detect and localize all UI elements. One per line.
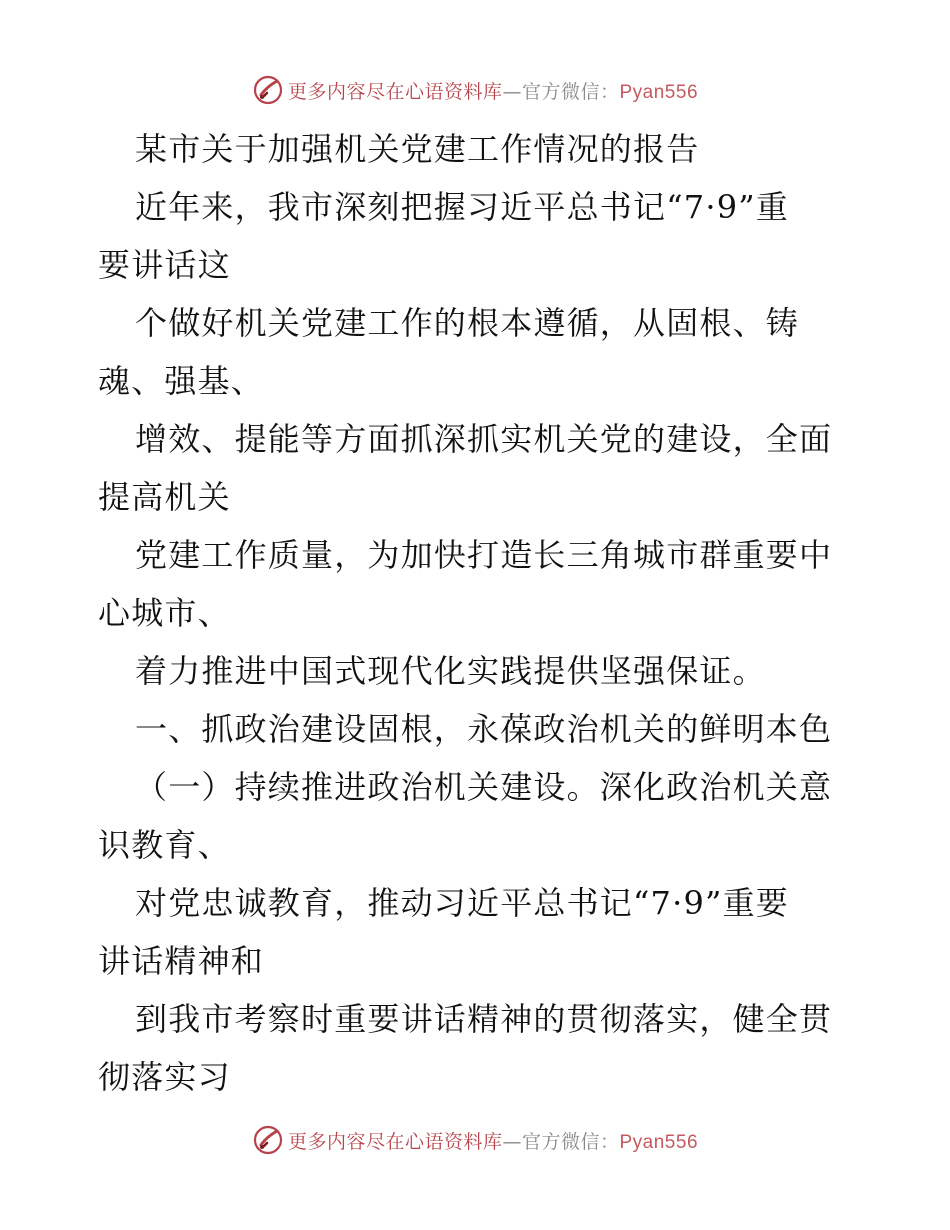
text-line: 要讲话这 [98, 246, 231, 284]
document-body [98, 120, 858, 1106]
text-line: 到我市考察时重要讲话精神的贯彻落实，健全贯 [135, 1000, 833, 1038]
brush-logo-icon [252, 74, 284, 106]
text-line: 着力推进中国式现代化实践提供坚强保证。 [135, 652, 766, 690]
text-line: 某市关于加强机关党建工作情况的报告 [135, 130, 700, 168]
text-line: 识教育、 [98, 826, 231, 864]
text-line: 讲话精神和 [98, 942, 265, 980]
text-line: 一、抓政治建设固根，永葆政治机关的鲜明本色 [135, 710, 833, 748]
text-line: 彻落实习 [98, 1058, 231, 1096]
header-watermark [0, 70, 950, 110]
watermark-text [288, 77, 698, 104]
text-line: 提高机关 [98, 478, 231, 516]
watermark-main: 更多内容尽在心语资料库 [287, 1130, 503, 1153]
text-line: 魂、强基、 [98, 362, 265, 400]
text-line: （一）持续推进政治机关建设。深化政治机关意 [135, 768, 833, 806]
watermark-wechat-id: Pyan556 [619, 81, 699, 103]
watermark-separator: —官方微信： [502, 1130, 620, 1153]
text-line: 个做好机关党建工作的根本遵循，从固根、铸 [135, 304, 800, 342]
text-line: 心城市、 [98, 594, 231, 632]
watermark-separator: —官方微信： [502, 80, 620, 103]
watermark-wechat-id: Pyan556 [619, 1131, 699, 1153]
text-line: 对党忠诚教育，推动习近平总书记“7·9”重要 [135, 884, 790, 922]
text-line: 党建工作质量，为加快打造长三角城市群重要中 [135, 536, 833, 574]
footer-watermark [0, 1120, 950, 1160]
brush-logo-icon [252, 1124, 284, 1156]
watermark-main: 更多内容尽在心语资料库 [287, 80, 503, 103]
text-line: 增效、提能等方面抓深抓实机关党的建设，全面 [135, 420, 833, 458]
watermark-text [288, 1127, 698, 1154]
text-line: 近年来，我市深刻把握习近平总书记“7·9”重 [135, 188, 790, 226]
